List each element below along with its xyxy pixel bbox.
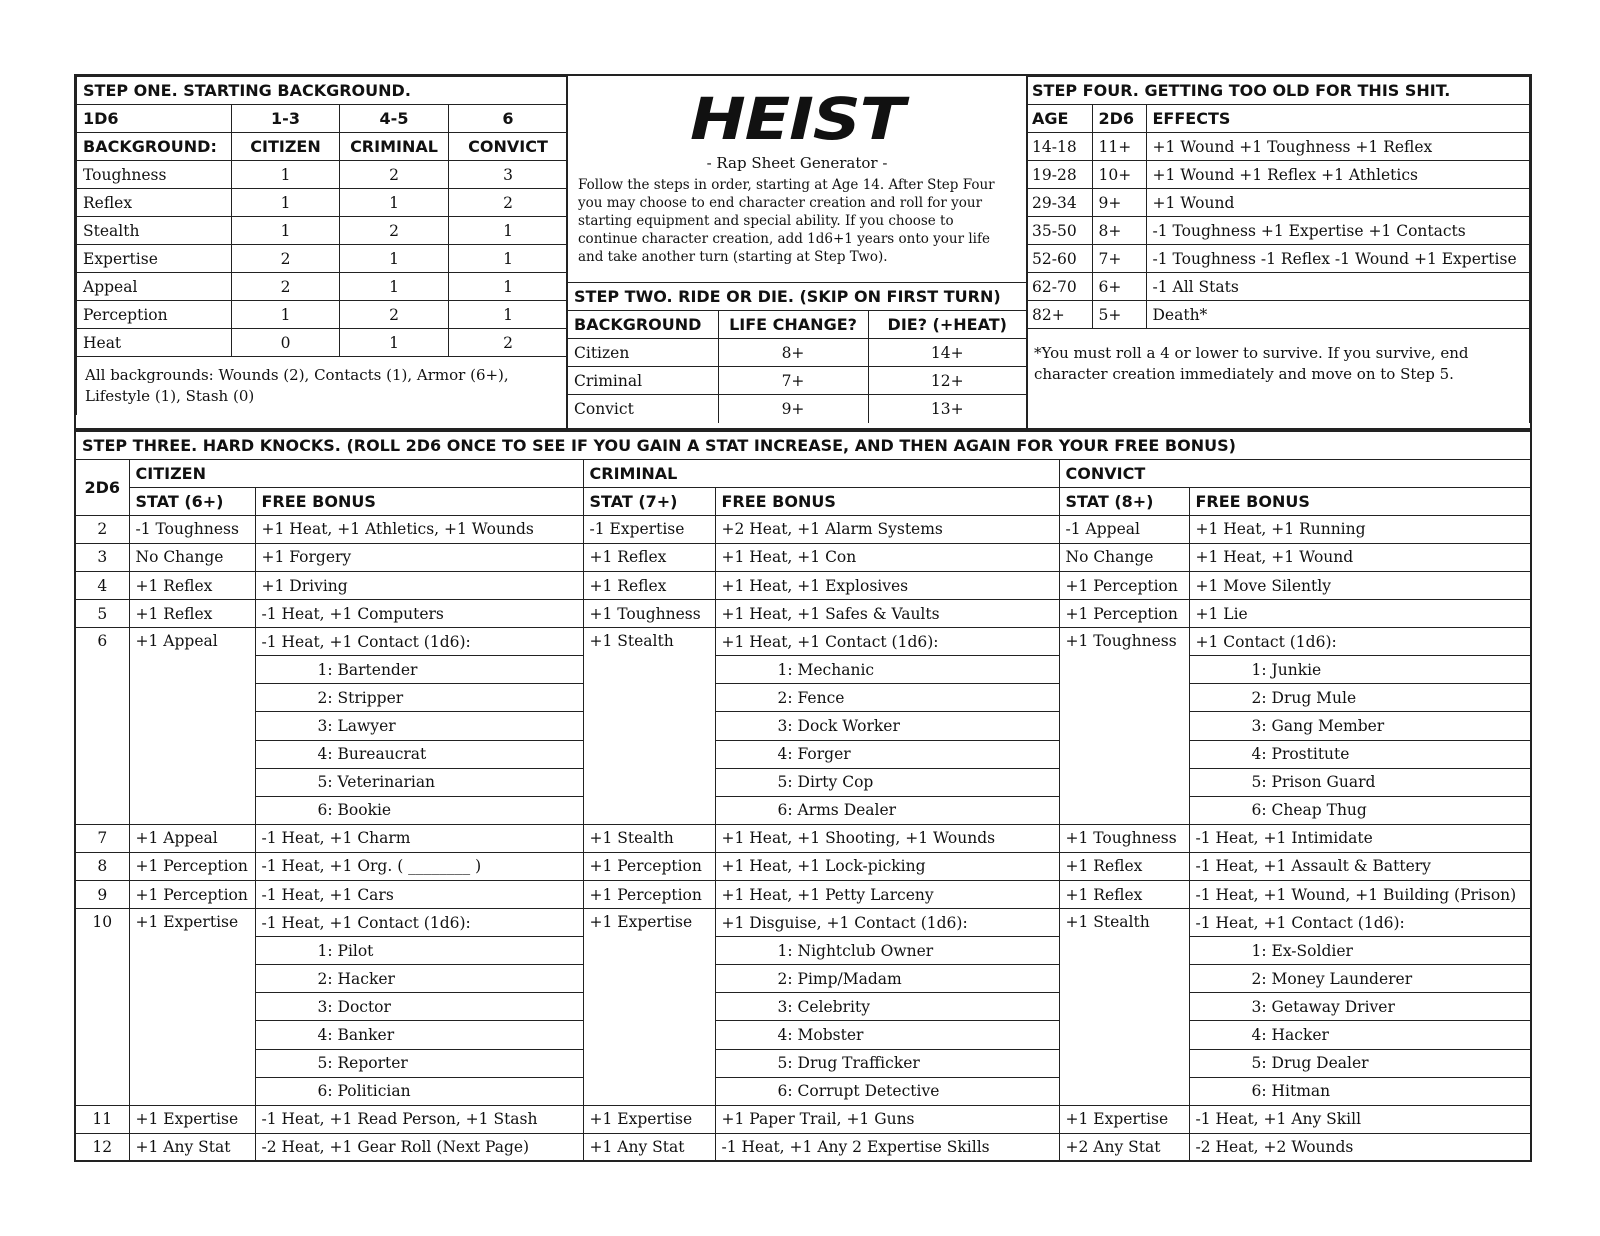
stat-change: +1 Toughness <box>1059 628 1189 825</box>
stat-name: Heat <box>77 329 232 357</box>
stat-change: +1 Appeal <box>129 824 255 852</box>
stat-change: +2 Any Stat <box>1059 1133 1189 1161</box>
stat-change: +1 Expertise <box>129 909 255 1106</box>
cell: Convict <box>568 395 718 423</box>
free-bonus: -1 Heat, +1 Wound, +1 Building (Prison) <box>1189 881 1531 909</box>
stat-name: Perception <box>77 301 232 329</box>
step-four-note: *You must roll a 4 or lower to survive. If you survive, end character creation immediately and move on to Step 5. <box>1026 329 1530 423</box>
stat-value: 1 <box>232 189 340 217</box>
stat-change: +1 Expertise <box>1059 1105 1189 1133</box>
free-bonus: -1 Heat, +1 Org. ( ________ ) <box>255 852 583 880</box>
cell: 12+ <box>868 367 1026 395</box>
contact-option: 4: Hacker <box>1189 1021 1531 1049</box>
table-row <box>1026 301 1530 329</box>
contact-option: 6: Corrupt Detective <box>715 1077 1059 1105</box>
table-row <box>1026 217 1530 245</box>
free-bonus: +1 Disguise, +1 Contact (1d6): <box>715 909 1059 937</box>
group-citizen: CITIZEN <box>129 459 583 487</box>
contact-row <box>75 796 1531 824</box>
contact-option: 4: Banker <box>255 1021 583 1049</box>
step-four-col: 2D6 <box>1092 105 1146 133</box>
table-row <box>75 909 1531 937</box>
roll-value: 5 <box>75 600 129 628</box>
table-row <box>75 1105 1531 1133</box>
step-four-col: AGE <box>1026 105 1092 133</box>
cell: Criminal <box>568 367 718 395</box>
cell: 29-34 <box>1026 189 1092 217</box>
contact-option: 1: Pilot <box>255 937 583 965</box>
contact-option: 5: Veterinarian <box>255 768 583 796</box>
free-bonus: -1 Heat, +1 Cars <box>255 881 583 909</box>
free-bonus: -2 Heat, +2 Wounds <box>1189 1133 1531 1161</box>
contact-row <box>75 656 1531 684</box>
contact-option: 5: Reporter <box>255 1049 583 1077</box>
bonus-col: FREE BONUS <box>255 487 583 515</box>
roll-value: 10 <box>75 909 129 1106</box>
cell: +1 Wound +1 Reflex +1 Athletics <box>1146 161 1530 189</box>
stat-change: +1 Perception <box>583 881 715 909</box>
table-row <box>77 273 568 301</box>
stat-value: 1 <box>232 301 340 329</box>
group-criminal: CRIMINAL <box>583 459 1059 487</box>
subtitle: - Rap Sheet Generator - <box>706 154 888 172</box>
stat-change: +1 Reflex <box>1059 852 1189 880</box>
stat-change: +1 Expertise <box>129 1105 255 1133</box>
table-row <box>568 367 1026 395</box>
table-row <box>75 824 1531 852</box>
contact-option: 2: Stripper <box>255 684 583 712</box>
stat-value: 2 <box>232 245 340 273</box>
contact-option: 1: Bartender <box>255 656 583 684</box>
roll-value: 9 <box>75 881 129 909</box>
contact-option: 6: Bookie <box>255 796 583 824</box>
free-bonus: +1 Heat, +1 Con <box>715 543 1059 571</box>
step-two-table <box>568 282 1026 423</box>
roll-value: 7 <box>75 824 129 852</box>
table-row <box>75 628 1531 656</box>
table-row <box>77 189 568 217</box>
cell: 7+ <box>1092 245 1146 273</box>
contact-option: 3: Lawyer <box>255 712 583 740</box>
cell: 13+ <box>868 395 1026 423</box>
free-bonus: +1 Heat, +1 Lock-picking <box>715 852 1059 880</box>
cell: +1 Wound +1 Toughness +1 Reflex <box>1146 133 1530 161</box>
stat-change: +1 Perception <box>583 852 715 880</box>
stat-change: +1 Toughness <box>1059 824 1189 852</box>
stat-value: 2 <box>340 161 449 189</box>
free-bonus: -2 Heat, +1 Gear Roll (Next Page) <box>255 1133 583 1161</box>
stat-value: 2 <box>449 329 568 357</box>
stat-value: 1 <box>340 189 449 217</box>
free-bonus: -1 Heat, +1 Contact (1d6): <box>255 628 583 656</box>
stat-value: 1 <box>449 301 568 329</box>
stat-value: 1 <box>449 217 568 245</box>
stat-change: +1 Reflex <box>1059 881 1189 909</box>
roll-label: 1D6 <box>77 105 232 133</box>
table-row <box>77 161 568 189</box>
stat-change: +1 Expertise <box>583 909 715 1106</box>
table-row <box>75 852 1531 880</box>
step-three-table <box>74 430 1532 1162</box>
stat-change: No Change <box>1059 543 1189 571</box>
contact-option: 5: Dirty Cop <box>715 768 1059 796</box>
free-bonus: +1 Paper Trail, +1 Guns <box>715 1105 1059 1133</box>
table-row <box>1026 245 1530 273</box>
step-two-col: LIFE CHANGE? <box>718 311 868 339</box>
contact-option: 6: Arms Dealer <box>715 796 1059 824</box>
table-row <box>1026 273 1530 301</box>
contact-option: 4: Mobster <box>715 1021 1059 1049</box>
roll-value: 12 <box>75 1133 129 1161</box>
free-bonus: +1 Driving <box>255 571 583 599</box>
stat-change: +1 Perception <box>129 852 255 880</box>
cell: -1 Toughness -1 Reflex -1 Wound +1 Expertise <box>1146 245 1530 273</box>
table-row <box>77 329 568 357</box>
cell: 35-50 <box>1026 217 1092 245</box>
contact-option: 3: Dock Worker <box>715 712 1059 740</box>
background-name: CRIMINAL <box>340 133 449 161</box>
free-bonus: +1 Lie <box>1189 600 1531 628</box>
free-bonus: +1 Contact (1d6): <box>1189 628 1531 656</box>
roll-range: 1-3 <box>232 105 340 133</box>
table-row <box>568 395 1026 423</box>
free-bonus: -1 Heat, +1 Contact (1d6): <box>1189 909 1531 937</box>
intro-text: Follow the steps in order, starting at Age 14. After Step Four you may choose to end character creation and roll for your starting equipment and special ability. If you choose to continue character creation, add 1d6+1 years onto your life and take another turn (starting at Step Two). <box>578 177 995 265</box>
contact-option: 3: Getaway Driver <box>1189 993 1531 1021</box>
top-section <box>74 74 1532 430</box>
stat-value: 0 <box>232 329 340 357</box>
contact-option: 1: Ex-Soldier <box>1189 937 1531 965</box>
step-two-col: BACKGROUND <box>568 311 718 339</box>
contact-option: 5: Drug Dealer <box>1189 1049 1531 1077</box>
stat-name: Stealth <box>77 217 232 245</box>
contact-option: 3: Doctor <box>255 993 583 1021</box>
table-row <box>1026 189 1530 217</box>
step-two-title: STEP TWO. RIDE OR DIE. (SKIP ON FIRST TURN) <box>568 283 1026 311</box>
contact-option: 2: Drug Mule <box>1189 684 1531 712</box>
free-bonus: +1 Forgery <box>255 543 583 571</box>
stat-change: +1 Stealth <box>583 628 715 825</box>
cell: -1 Toughness +1 Expertise +1 Contacts <box>1146 217 1530 245</box>
free-bonus: -1 Heat, +1 Assault & Battery <box>1189 852 1531 880</box>
stat-col: STAT (7+) <box>583 487 715 515</box>
table-row <box>77 301 568 329</box>
free-bonus: +1 Move Silently <box>1189 571 1531 599</box>
contact-option: 3: Gang Member <box>1189 712 1531 740</box>
stat-change: +1 Appeal <box>129 628 255 825</box>
contact-row <box>75 684 1531 712</box>
stat-value: 3 <box>449 161 568 189</box>
table-row <box>75 515 1531 543</box>
roll-range: 6 <box>449 105 568 133</box>
stat-value: 1 <box>232 217 340 245</box>
stat-value: 1 <box>340 245 449 273</box>
free-bonus: -1 Heat, +1 Any Skill <box>1189 1105 1531 1133</box>
contact-option: 4: Forger <box>715 740 1059 768</box>
free-bonus: +1 Heat, +1 Running <box>1189 515 1531 543</box>
contact-option: 1: Nightclub Owner <box>715 937 1059 965</box>
stat-value: 2 <box>232 273 340 301</box>
cell: 6+ <box>1092 273 1146 301</box>
cell: 7+ <box>718 367 868 395</box>
rap-sheet <box>74 74 1532 1162</box>
cell: 5+ <box>1092 301 1146 329</box>
stat-change: +1 Stealth <box>583 824 715 852</box>
table-row <box>1026 133 1530 161</box>
cell: 11+ <box>1092 133 1146 161</box>
table-row <box>75 571 1531 599</box>
cell: -1 All Stats <box>1146 273 1530 301</box>
step-one-note: All backgrounds: Wounds (2), Contacts (1), Armor (6+), Lifestyle (1), Stash (0) <box>77 357 568 416</box>
stat-change: +1 Toughness <box>583 600 715 628</box>
roll-value: 4 <box>75 571 129 599</box>
contact-option: 1: Junkie <box>1189 656 1531 684</box>
step-two-col: DIE? (+HEAT) <box>868 311 1026 339</box>
cell: Death* <box>1146 301 1530 329</box>
roll-value: 6 <box>75 628 129 825</box>
stat-change: +1 Reflex <box>583 571 715 599</box>
step-four-col: EFFECTS <box>1146 105 1530 133</box>
free-bonus: +1 Heat, +1 Shooting, +1 Wounds <box>715 824 1059 852</box>
contact-option: 2: Money Launderer <box>1189 965 1531 993</box>
contact-option: 4: Bureaucrat <box>255 740 583 768</box>
free-bonus: +1 Heat, +1 Safes & Vaults <box>715 600 1059 628</box>
cell: 9+ <box>1092 189 1146 217</box>
stat-name: Appeal <box>77 273 232 301</box>
table-row <box>1026 161 1530 189</box>
stat-value: 1 <box>340 273 449 301</box>
stat-change: +1 Any Stat <box>583 1133 715 1161</box>
cell: Citizen <box>568 339 718 367</box>
roll-range: 4-5 <box>340 105 449 133</box>
background-name: CITIZEN <box>232 133 340 161</box>
table-row <box>75 881 1531 909</box>
stat-change: +1 Perception <box>1059 571 1189 599</box>
free-bonus: -1 Heat, +1 Read Person, +1 Stash <box>255 1105 583 1133</box>
step-four-table <box>1026 76 1530 423</box>
stat-value: 1 <box>449 273 568 301</box>
stat-name: Toughness <box>77 161 232 189</box>
table-row <box>77 217 568 245</box>
stat-change: +1 Perception <box>1059 600 1189 628</box>
stat-value: 1 <box>232 161 340 189</box>
contact-row <box>75 1049 1531 1077</box>
free-bonus: +1 Heat, +1 Wound <box>1189 543 1531 571</box>
step-three-title: STEP THREE. HARD KNOCKS. (ROLL 2D6 ONCE TO SEE IF YOU GAIN A STAT INCREASE, AND THEN AGAIN FOR YOUR FREE BONUS) <box>75 431 1531 459</box>
contact-option: 1: Mechanic <box>715 656 1059 684</box>
cell: 10+ <box>1092 161 1146 189</box>
stat-col: STAT (8+) <box>1059 487 1189 515</box>
contact-option: 2: Hacker <box>255 965 583 993</box>
table-row <box>77 245 568 273</box>
cell: 8+ <box>718 339 868 367</box>
contact-row <box>75 937 1531 965</box>
free-bonus: +1 Heat, +1 Explosives <box>715 571 1059 599</box>
stat-change: +1 Expertise <box>583 1105 715 1133</box>
roll-label: 2D6 <box>75 459 129 515</box>
stat-change: No Change <box>129 543 255 571</box>
contact-option: 6: Cheap Thug <box>1189 796 1531 824</box>
group-convict: CONVICT <box>1059 459 1531 487</box>
free-bonus: +1 Heat, +1 Contact (1d6): <box>715 628 1059 656</box>
contact-option: 3: Celebrity <box>715 993 1059 1021</box>
background-label: BACKGROUND: <box>77 133 232 161</box>
contact-row <box>75 712 1531 740</box>
step-one-panel <box>74 74 568 430</box>
free-bonus: -1 Heat, +1 Contact (1d6): <box>255 909 583 937</box>
stat-change: +1 Reflex <box>129 571 255 599</box>
stat-change: +1 Reflex <box>583 543 715 571</box>
contact-row <box>75 965 1531 993</box>
stat-value: 2 <box>340 301 449 329</box>
contact-option: 5: Prison Guard <box>1189 768 1531 796</box>
stat-change: +1 Perception <box>129 881 255 909</box>
table-row <box>75 543 1531 571</box>
step-four-panel <box>1026 74 1532 430</box>
cell: 9+ <box>718 395 868 423</box>
free-bonus: +2 Heat, +1 Alarm Systems <box>715 515 1059 543</box>
roll-value: 2 <box>75 515 129 543</box>
cell: 14+ <box>868 339 1026 367</box>
cell: 82+ <box>1026 301 1092 329</box>
step-one-table <box>76 76 568 415</box>
stat-value: 2 <box>449 189 568 217</box>
cell: 19-28 <box>1026 161 1092 189</box>
stat-change: -1 Toughness <box>129 515 255 543</box>
contact-option: 2: Pimp/Madam <box>715 965 1059 993</box>
stat-name: Expertise <box>77 245 232 273</box>
contact-row <box>75 993 1531 1021</box>
contact-option: 6: Politician <box>255 1077 583 1105</box>
bonus-col: FREE BONUS <box>1189 487 1531 515</box>
roll-value: 3 <box>75 543 129 571</box>
free-bonus: +1 Heat, +1 Athletics, +1 Wounds <box>255 515 583 543</box>
contact-row <box>75 1021 1531 1049</box>
contact-option: 2: Fence <box>715 684 1059 712</box>
bonus-col: FREE BONUS <box>715 487 1059 515</box>
stat-change: -1 Appeal <box>1059 515 1189 543</box>
free-bonus: -1 Heat, +1 Charm <box>255 824 583 852</box>
stat-change: +1 Stealth <box>1059 909 1189 1106</box>
step-four-title: STEP FOUR. GETTING TOO OLD FOR THIS SHIT. <box>1026 77 1530 105</box>
stat-name: Reflex <box>77 189 232 217</box>
heist-logo: HEIST <box>689 85 904 153</box>
table-row <box>568 339 1026 367</box>
free-bonus: -1 Heat, +1 Any 2 Expertise Skills <box>715 1133 1059 1161</box>
contact-option: 4: Prostitute <box>1189 740 1531 768</box>
contact-row <box>75 740 1531 768</box>
cell: +1 Wound <box>1146 189 1530 217</box>
cell: 52-60 <box>1026 245 1092 273</box>
stat-value: 1 <box>340 329 449 357</box>
roll-value: 11 <box>75 1105 129 1133</box>
stat-col: STAT (6+) <box>129 487 255 515</box>
contact-option: 6: Hitman <box>1189 1077 1531 1105</box>
table-row <box>75 600 1531 628</box>
stat-change: -1 Expertise <box>583 515 715 543</box>
header-panel <box>566 74 1028 430</box>
contact-row <box>75 768 1531 796</box>
free-bonus: -1 Heat, +1 Computers <box>255 600 583 628</box>
cell: 8+ <box>1092 217 1146 245</box>
background-name: CONVICT <box>449 133 568 161</box>
stat-value: 1 <box>449 245 568 273</box>
stat-change: +1 Any Stat <box>129 1133 255 1161</box>
step-one-title: STEP ONE. STARTING BACKGROUND. <box>77 77 568 105</box>
table-row <box>75 1133 1531 1161</box>
roll-value: 8 <box>75 852 129 880</box>
free-bonus: -1 Heat, +1 Intimidate <box>1189 824 1531 852</box>
cell: 14-18 <box>1026 133 1092 161</box>
contact-option: 5: Drug Trafficker <box>715 1049 1059 1077</box>
contact-row <box>75 1077 1531 1105</box>
cell: 62-70 <box>1026 273 1092 301</box>
free-bonus: +1 Heat, +1 Petty Larceny <box>715 881 1059 909</box>
stat-change: +1 Reflex <box>129 600 255 628</box>
stat-value: 2 <box>340 217 449 245</box>
